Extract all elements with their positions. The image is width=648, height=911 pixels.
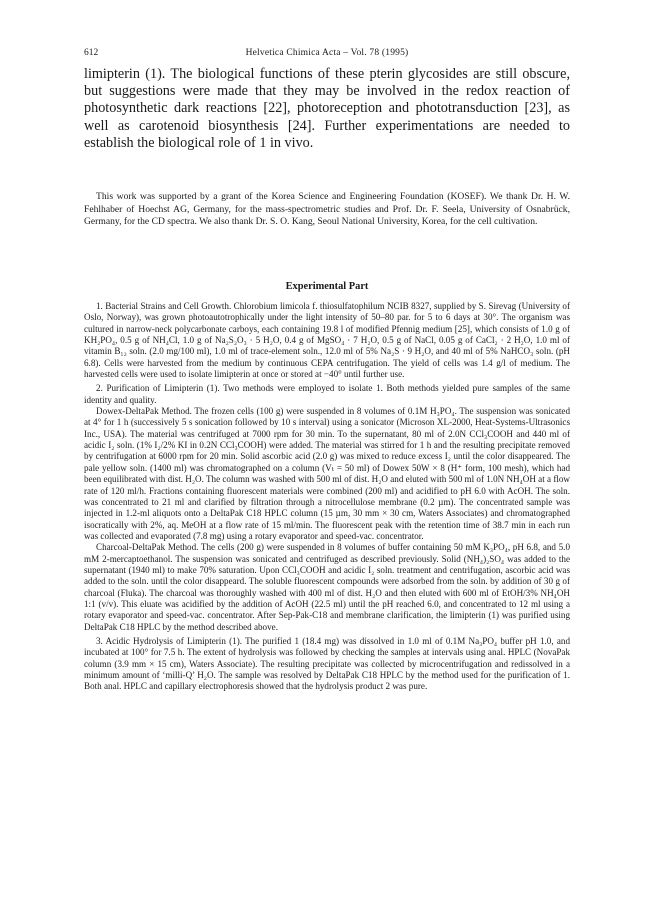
experimental-body	[84, 301, 570, 693]
paragraph-acidic-hydrolysis: 3. Acidic Hydrolysis of Limipterin (1). The purified 1 (18.4 mg) was dissolved in 1.0 ml of 0.1M Na₃PO₄ buffer pH 1.0, and incubated at 100° for 7.5 h. The extent of hydrolysis was followed by checking the samples at intervals using anal. HPLC (NovaPak column (3.9 mm × 15 cm), Waters Associate). The resulting precipitate was collected by microcentrifugation and redissolved in a minimum amount of ‘milli-Q’ H₂O. The sample was resolved by DeltaPak C18 HPLC by the method used for the purification of 1. Both anal. HPLC and capillary electrophoresis showed that the hydrolysis product 2 was pure.	[84, 635, 570, 692]
intro-text: limipterin (1). The biological functions of these pterin glycosides are still obscure, but suggestions were made that they may be involved in the redox reaction of photosynthetic dark reactions [22], photoreception and phototransduction [23], as well as carotenoid biosynthesis [24]. Further experimentations are needed to establish the biological role of 1 in vivo.	[84, 66, 570, 151]
section-title: Experimental Part	[285, 281, 369, 292]
page-header	[84, 48, 570, 62]
page-number: 612	[84, 48, 99, 58]
running-title: Helvetica Chimica Acta – Vol. 78 (1995)	[245, 48, 409, 58]
paragraph-charcoal-method: Charcoal-DeltaPak Method. The cells (200 g) were suspended in 8 volumes of buffer containing 50 mM K₃PO₄, pH 6.8, and 5.0 mM 2-mercaptoethanol. The suspension was sonicated and centrifuged as described previously. Solid (NH₄)₂SO₄ was added to the supernatant (1940 ml) to make 70% saturation. Upon CCl₃COOH and acidic I₂ soln. treatment and centrifugation, ascorbic acid was added to the soln. until the color disappeard. The soluble fluorescent compounds were adsorbed from the soln. by addition of 30 g of charcoal (Fluka). The charcoal was thoroughly washed with 400 ml of dist. H₂O and then eluted with 600 ml of EtOH/3% NH₄OH 1:1 (v/v). This eluate was acidified by the addition of AcOH (22.5 ml) until the pH reached 6.0, and concentrated to 12 ml using a rotary evaporator and speed-vac. concentrator. After Sep-Pak-C18 and membrane clarification, the limipterin (1) was purified using DeltaPak C18 HPLC by the method described above.	[84, 542, 570, 632]
acknowledgement-text: This work was supported by a grant of the Korea Science and Engineering Foundation (KOSEF). We thank Dr. H. W. Fehlhaber of Hoechst AG, Germany, for the mass-spectrometric studies and Prof. Dr. F. Seela, University of Osnabrück, Germany, for the CD spectra. We also thank Dr. S. O. Kang, Seoul National University, Korea, for the cell cultivation.	[84, 191, 570, 228]
paragraph-dowex-method: Dowex-DeltaPak Method. The frozen cells (100 g) were suspended in 8 volumes of 0.1M H₃PO₄. The suspension was sonicated at 4° for 1 h (successively 5 s sonication followed by 10 s interval) using a sonicator (Microson XL-2000, Heat-Systems-Ultrasonics Inc., USA). The material was centrifuged at 7000 rpm for 30 min. To the supernatant, 80 ml of 2.0N CCl₃COOH and 440 ml of acidic I₂ soln. (1% I₂/2% KI in 0.2N CCl₃COOH) were added. The material was stirred for 1 h and the resulting precipitate removed by centrifugation at 6000 rpm for 20 min. Solid ascorbic acid (2.0 g) was mixed to reduce excess I₂ until the color disappeared. The pale yellow soln. (1400 ml) was chromatographed on a column (Vₜ = 50 ml) of Dowex 50W × 8 (H⁺ form, 100 mesh), which had been equilibrated with dist. H₂O. The column was washed with 500 ml of dist. H₂O and eluted with 500 ml of 1.0N NH₄OH at a flow rate of 120 ml/h. Fractions containing fluorescent materials were combined (200 ml) and acidified to pH 6.0 with AcOH. The soln. was concentrated to 21 ml and clarified by filtration through a nitrocellulose membrane (0.2 µm). The concentrated sample was injected in 1.2-ml aliquots onto a DeltaPak C18 HPLC column (15 µm, 30 mm × 30 cm, Waters Associates) and chromatographed isocratically with 2%, aq. MeOH at a flow rate of 15 ml/min. The fluorescent peak with the retention time of 38.7 min in each run was collected and evaporated (7.8 mg) using a rotary evaporator and speed-vac. concentrator.	[84, 406, 570, 541]
acknowledgement-paragraph	[84, 191, 570, 229]
paragraph-purification: 2. Purification of Limipterin (1). Two methods were employed to isolate 1. Both methods yielded pure samples of the same identity and quality.	[84, 383, 570, 405]
paragraph-strains-growth: 1. Bacterial Strains and Cell Growth. Chlorobium limicola f. thiosulfatophilum NCIB 8327, supplied by S. Sirevag (University of Oslo, Norway), was grown photoautotrophically under the light intensity of 50–80 par. for 5 to 6 days at 30°. The organism was cultured in narrow-neck polycarbonate carboys, each containing 19.8 l of modified Pfennig medium [25], which consists of 1.0 g of KH₂PO₄, 0.5 g of NH₄Cl, 1.0 g of Na₂S₂O₃ · 5 H₂O, 0.4 g of MgSO₄ · 7 H₂O, 0.5 g of NaCl, 0.05 g of CaCl₂ · 2 H₂O, 1.0 ml of vitamin B₁₂ soln. (2.0 mg/100 ml), 1.0 ml of trace-element soln., 12.0 ml of 5% Na₂S · 9 H₂O, and 40 ml of 5% NaHCO₃ soln. (pH 6.8). Cells were harvested from the medium by continuous CEPA centrifugation. The yield of cells was 1.4 g/l of medium. The harvested cells were used to isolate limipterin at once or stored at −40° until further use.	[84, 301, 570, 380]
intro-paragraph	[84, 66, 570, 152]
